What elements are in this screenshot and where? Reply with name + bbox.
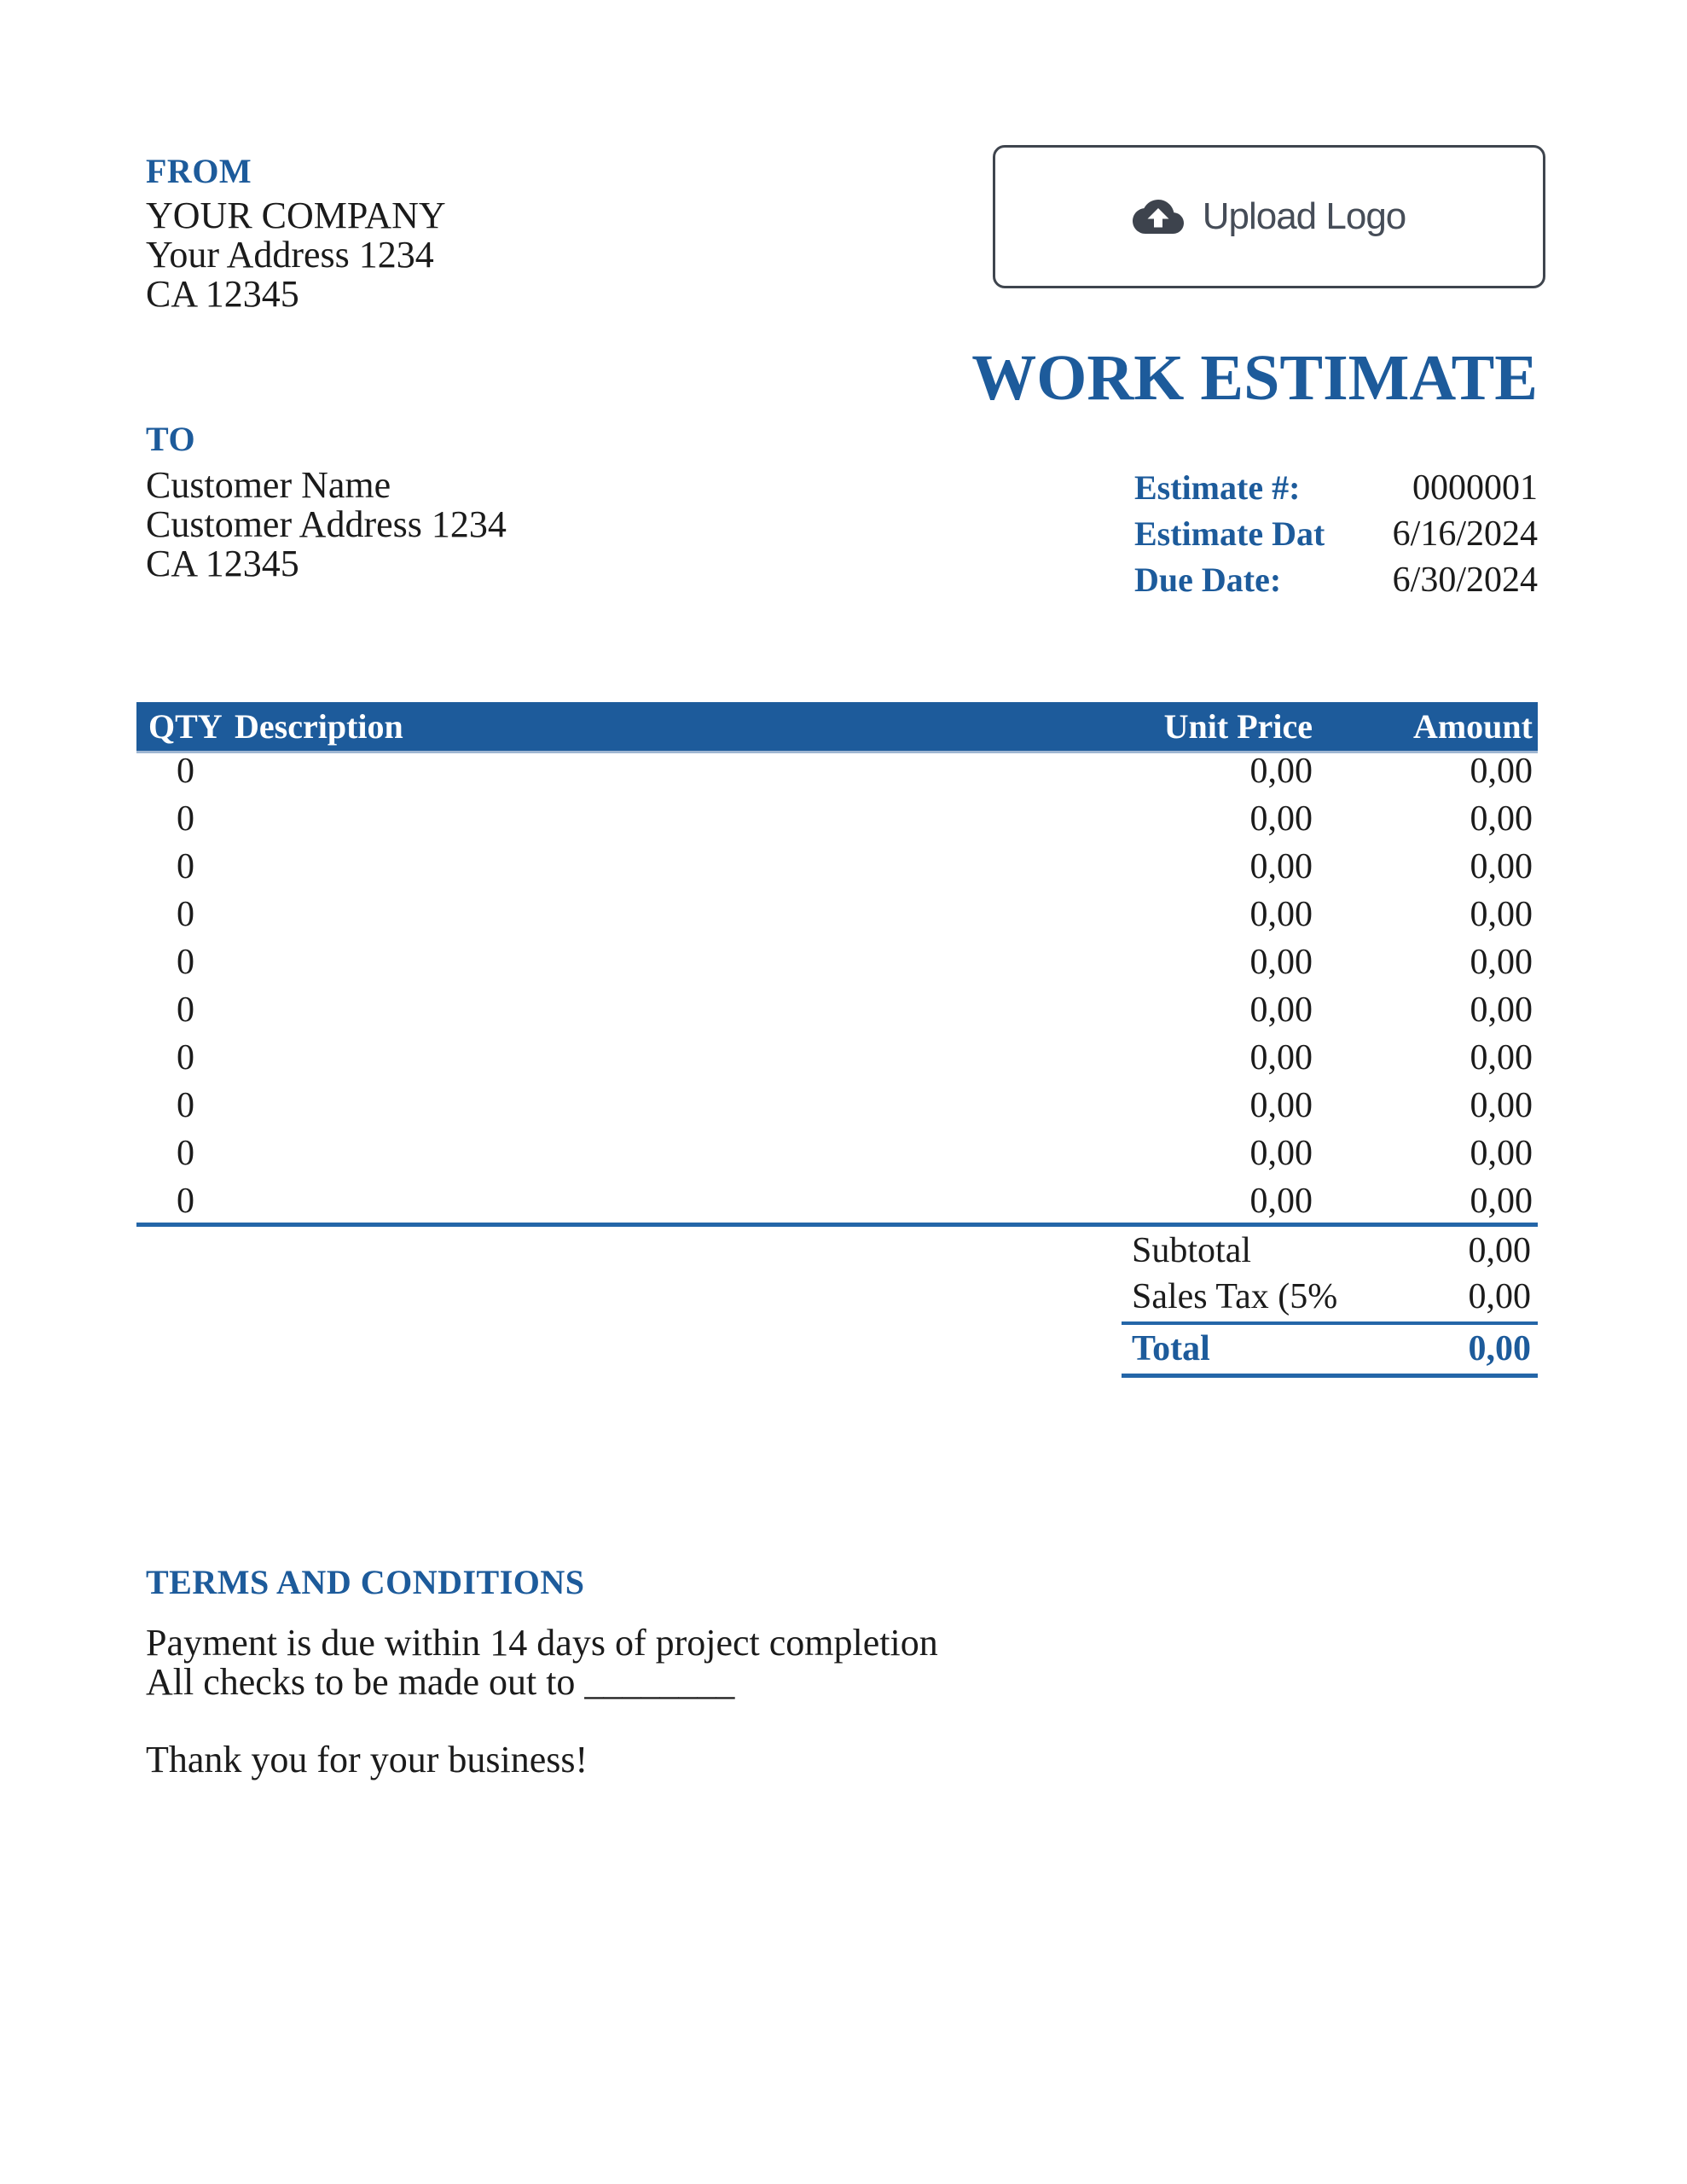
row-amount-cell: 0,00 — [1470, 895, 1533, 934]
row-amount-cell: 0,00 — [1470, 1038, 1533, 1077]
customer-city-line: CA 12345 — [146, 543, 299, 584]
from-section-label: FROM — [146, 152, 252, 190]
terms-section-label: TERMS AND CONDITIONS — [146, 1563, 585, 1601]
unit-price-column-header: Unit Price — [1163, 707, 1313, 746]
row-amount-cell: 0,00 — [1470, 1086, 1533, 1125]
row-unit-price-cell: 0,00 — [1249, 847, 1313, 886]
qty-column-header: QTY — [148, 707, 223, 746]
estimate-number-row — [1134, 465, 1538, 511]
row-description-cell — [235, 1130, 1092, 1177]
row-unit-price-cell: 0,00 — [1249, 1038, 1313, 1077]
row-amount-cell: 0,00 — [1470, 1182, 1533, 1221]
due-date-label: Due Date: — [1134, 561, 1282, 599]
row-amount-cell: 0,00 — [1470, 847, 1533, 886]
from-city-line: CA 12345 — [146, 273, 299, 315]
table-row — [136, 843, 1538, 891]
row-unit-price-cell: 0,00 — [1249, 799, 1313, 839]
due-date-value: 6/30/2024 — [1392, 561, 1538, 600]
upload-logo-button[interactable] — [993, 145, 1545, 288]
sales-tax-value: 0,00 — [1468, 1277, 1531, 1316]
from-address-block — [146, 196, 446, 314]
table-row — [136, 1082, 1538, 1130]
to-section-label: TO — [146, 420, 196, 458]
row-description-cell — [235, 747, 1092, 795]
row-description-cell — [235, 986, 1092, 1034]
row-amount-cell: 0,00 — [1470, 943, 1533, 982]
row-qty-cell: 0 — [177, 1038, 194, 1077]
total-bottom-rule — [1122, 1374, 1538, 1378]
row-amount-cell: 0,00 — [1470, 1134, 1533, 1173]
sales-tax-label: Sales Tax (5% — [1132, 1277, 1338, 1316]
row-qty-cell: 0 — [177, 990, 194, 1030]
total-top-rule — [1122, 1321, 1538, 1325]
row-description-cell — [235, 891, 1092, 938]
from-address-line: Your Address 1234 — [146, 234, 434, 276]
to-address-block — [146, 466, 507, 584]
document-title: WORK ESTIMATE — [971, 342, 1538, 414]
row-unit-price-cell: 0,00 — [1249, 752, 1313, 791]
row-amount-cell: 0,00 — [1470, 799, 1533, 839]
row-qty-cell: 0 — [177, 799, 194, 839]
row-unit-price-cell: 0,00 — [1249, 1086, 1313, 1125]
estimate-number-value: 0000001 — [1412, 468, 1538, 508]
row-description-cell — [235, 843, 1092, 891]
estimate-date-label: Estimate Dat — [1134, 514, 1325, 553]
terms-line-1: Payment is due within 14 days of project completion — [146, 1622, 938, 1664]
table-row — [136, 938, 1538, 986]
row-amount-cell: 0,00 — [1470, 990, 1533, 1030]
table-row — [136, 1034, 1538, 1082]
total-value: 0,00 — [1468, 1329, 1531, 1368]
row-description-cell — [235, 1177, 1092, 1225]
row-unit-price-cell: 0,00 — [1249, 895, 1313, 934]
amount-column-header: Amount — [1412, 707, 1533, 746]
customer-address-line: Customer Address 1234 — [146, 503, 507, 545]
row-unit-price-cell: 0,00 — [1249, 1134, 1313, 1173]
table-row — [136, 986, 1538, 1034]
table-row — [136, 1130, 1538, 1177]
cloud-upload-icon — [1133, 191, 1184, 242]
table-bottom-rule — [136, 1223, 1538, 1227]
table-row — [136, 1177, 1538, 1225]
total-row — [1122, 1327, 1538, 1371]
row-unit-price-cell: 0,00 — [1249, 990, 1313, 1030]
row-qty-cell: 0 — [177, 895, 194, 934]
row-description-cell — [235, 1034, 1092, 1082]
sales-tax-row — [1122, 1274, 1538, 1320]
items-table-body — [136, 747, 1538, 1225]
totals-summary — [1122, 1228, 1538, 1378]
estimate-number-label: Estimate #: — [1134, 468, 1301, 507]
table-row — [136, 747, 1538, 795]
row-amount-cell: 0,00 — [1470, 752, 1533, 791]
row-qty-cell: 0 — [177, 1182, 194, 1221]
row-qty-cell: 0 — [177, 1134, 194, 1173]
items-table-header — [136, 702, 1538, 753]
estimate-date-value: 6/16/2024 — [1392, 514, 1538, 554]
row-unit-price-cell: 0,00 — [1249, 943, 1313, 982]
subtotal-label: Subtotal — [1132, 1231, 1252, 1270]
subtotal-value: 0,00 — [1468, 1231, 1531, 1270]
terms-line-2: All checks to be made out to ________ — [146, 1661, 735, 1703]
row-qty-cell: 0 — [177, 847, 194, 886]
estimate-date-row — [1134, 511, 1538, 557]
table-row — [136, 891, 1538, 938]
table-row — [136, 795, 1538, 843]
upload-logo-label: Upload Logo — [1202, 195, 1406, 237]
subtotal-row — [1122, 1228, 1538, 1274]
total-label: Total — [1132, 1329, 1210, 1368]
description-column-header: Description — [235, 707, 403, 746]
row-qty-cell: 0 — [177, 1086, 194, 1125]
estimate-meta-block — [1134, 465, 1538, 603]
due-date-row — [1134, 557, 1538, 603]
thank-you-line: Thank you for your business! — [146, 1739, 588, 1780]
row-description-cell — [235, 795, 1092, 843]
from-company-name: YOUR COMPANY — [146, 195, 446, 236]
row-qty-cell: 0 — [177, 943, 194, 982]
row-qty-cell: 0 — [177, 752, 194, 791]
row-unit-price-cell: 0,00 — [1249, 1182, 1313, 1221]
row-description-cell — [235, 938, 1092, 986]
customer-name: Customer Name — [146, 464, 391, 506]
row-description-cell — [235, 1082, 1092, 1130]
terms-text-block — [146, 1623, 938, 1702]
